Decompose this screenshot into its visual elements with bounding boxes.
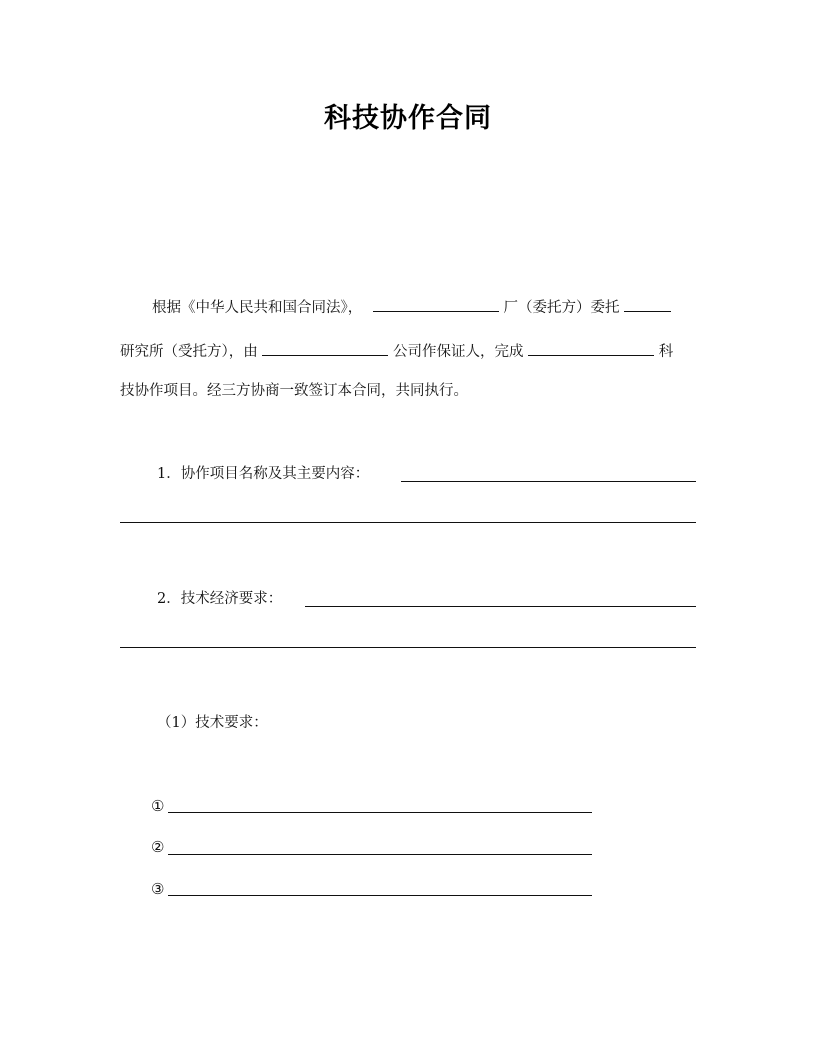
- blank-research-institute[interactable]: [624, 297, 671, 312]
- clause-1-blank-line-2[interactable]: [120, 522, 696, 523]
- item-1-marker: ①: [151, 797, 165, 815]
- blank-guarantor-company[interactable]: [262, 341, 388, 356]
- intro-line-2: [120, 341, 673, 362]
- clause-2-blank[interactable]: [305, 606, 696, 607]
- intro-text-1b: 厂（委托方）委托: [503, 300, 620, 316]
- intro-line-3: [120, 381, 468, 401]
- item-2-blank[interactable]: [168, 854, 592, 855]
- blank-project-name[interactable]: [528, 341, 654, 356]
- intro-text-2c: 科: [658, 344, 674, 360]
- item-2-marker: ②: [151, 838, 165, 856]
- intro-line-1: [152, 297, 671, 318]
- document-title: 科技协作合同: [324, 103, 492, 134]
- intro-text-1a: 根据《中华人民共和国合同法》，: [152, 300, 363, 316]
- item-3-marker: ③: [151, 880, 165, 898]
- blank-commissioning-factory[interactable]: [373, 297, 499, 312]
- clause-2-blank-line-2[interactable]: [120, 647, 696, 648]
- intro-text-3: 技协作项目。经三方协商一致签订本合同，共同执行。: [120, 383, 468, 399]
- clause-2-label: 2．技术经济要求：: [157, 591, 283, 607]
- clause-1-blank[interactable]: [401, 481, 696, 482]
- intro-text-2b: 公司作保证人，完成: [392, 344, 524, 360]
- clause-1-label: 1．协作项目名称及其主要内容：: [157, 466, 370, 482]
- item-1-blank[interactable]: [168, 812, 592, 813]
- intro-text-2a: 研究所（受托方），由: [120, 344, 258, 360]
- technical-requirements-heading: （1）技术要求：: [157, 715, 268, 731]
- item-3-blank[interactable]: [168, 895, 592, 896]
